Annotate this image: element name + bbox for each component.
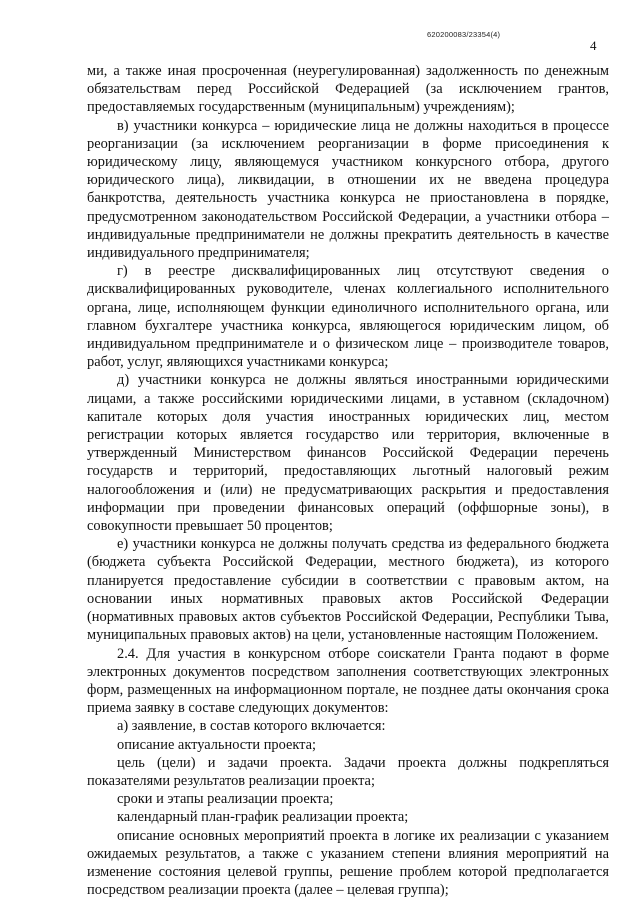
list-item: календарный план-график реализации проекта;: [117, 809, 409, 826]
page-number: 4: [590, 38, 597, 53]
list-item: а) заявление, в состав которого включается:: [117, 718, 386, 735]
document-body: [87, 62, 609, 899]
list-item: цель (цели) и задачи проекта. Задачи проекта должны подкрепляться показателями результатов реализации проекта;: [87, 754, 609, 789]
document-code: 620200083/23354(4): [427, 30, 501, 39]
paragraph: 2.4. Для участия в конкурсном отборе соискатели Гранта подают в форме электронных документов посредством заполнения соответствующих электронных форм, размещенных на информационном портале, не позднее даты окончания срока приема заявку в составе следующих документов:: [87, 645, 609, 717]
paragraph: в) участники конкурса – юридические лица не должны находиться в процессе реорганизации (за исключением реорганизации в форме присоединения к юридическому лицу, являющемуся участником конкурсного отбора, другого юридического лица), ликвидации, в отношении их не введена процедура банкротства, деятельность участника конкурса не приостановлена в порядке, предусмотренном законодательством Российской Федерации, а участники отбора – индивидуальные предприниматели не должны прекратить деятельность в качестве индивидуального предпринимателя;: [87, 117, 609, 262]
paragraph: е) участники конкурса не должны получать средства из федерального бюджета (бюджета субъекта Российской Федерации, местного бюджета), из которого планируется предоставление субсидии в соответствии с правовым актом, на основании иных нормативных правовых актов Российской Федерации (нормативных правовых актов субъектов Российской Федерации, Республики Тыва, муниципальных правовых актов) на цели, установленные настоящим Положением.: [87, 536, 609, 644]
list-item: сроки и этапы реализации проекта;: [117, 791, 334, 808]
list-item: описание актуальности проекта;: [117, 736, 317, 753]
list-item: описание основных мероприятий проекта в логике их реализации с указанием ожидаемых результатов, а также с указанием степени влияния мероприятий на изменение состояния целевой группы, решение проблем которой предполагается посредством реализации проекта (далее – целевая группа);: [87, 827, 609, 899]
paragraph: д) участники конкурса не должны являться иностранными юридическими лицами, а также российскими юридическими лицами, в уставном (складочном) капитале которых доля участия иностранных юридических лиц, местом регистрации которых является государство или территория, включенные в утвержденный Министерством финансов Российской Федерации перечень государств и территорий, предоставляющих льготный налоговый режим налогообложения и (или) не предусматривающих раскрытия и предоставления информации при проведении финансовых операций (оффшорные зоны), в совокупности превышает 50 процентов;: [87, 372, 609, 535]
paragraph: ми, а также иная просроченная (неурегулированная) задолженность по денежным обязательствам перед Российской Федерацией (за исключением грантов, предоставляемых государственным (муниципальным) учреждениям);: [87, 63, 609, 116]
paragraph: г) в реестре дисквалифицированных лиц отсутствуют сведения о дисквалифицированных руководителе, членах коллегиального исполнительного органа, лице, исполняющем функции единоличного исполнительного органа, или главном бухгалтере участника конкурса, являющегося юридическим лицом, об индивидуальном предпринимателе и о физическом лице – производителе товаров, работ, услуг, являющихся участниками конкурса;: [87, 263, 609, 371]
